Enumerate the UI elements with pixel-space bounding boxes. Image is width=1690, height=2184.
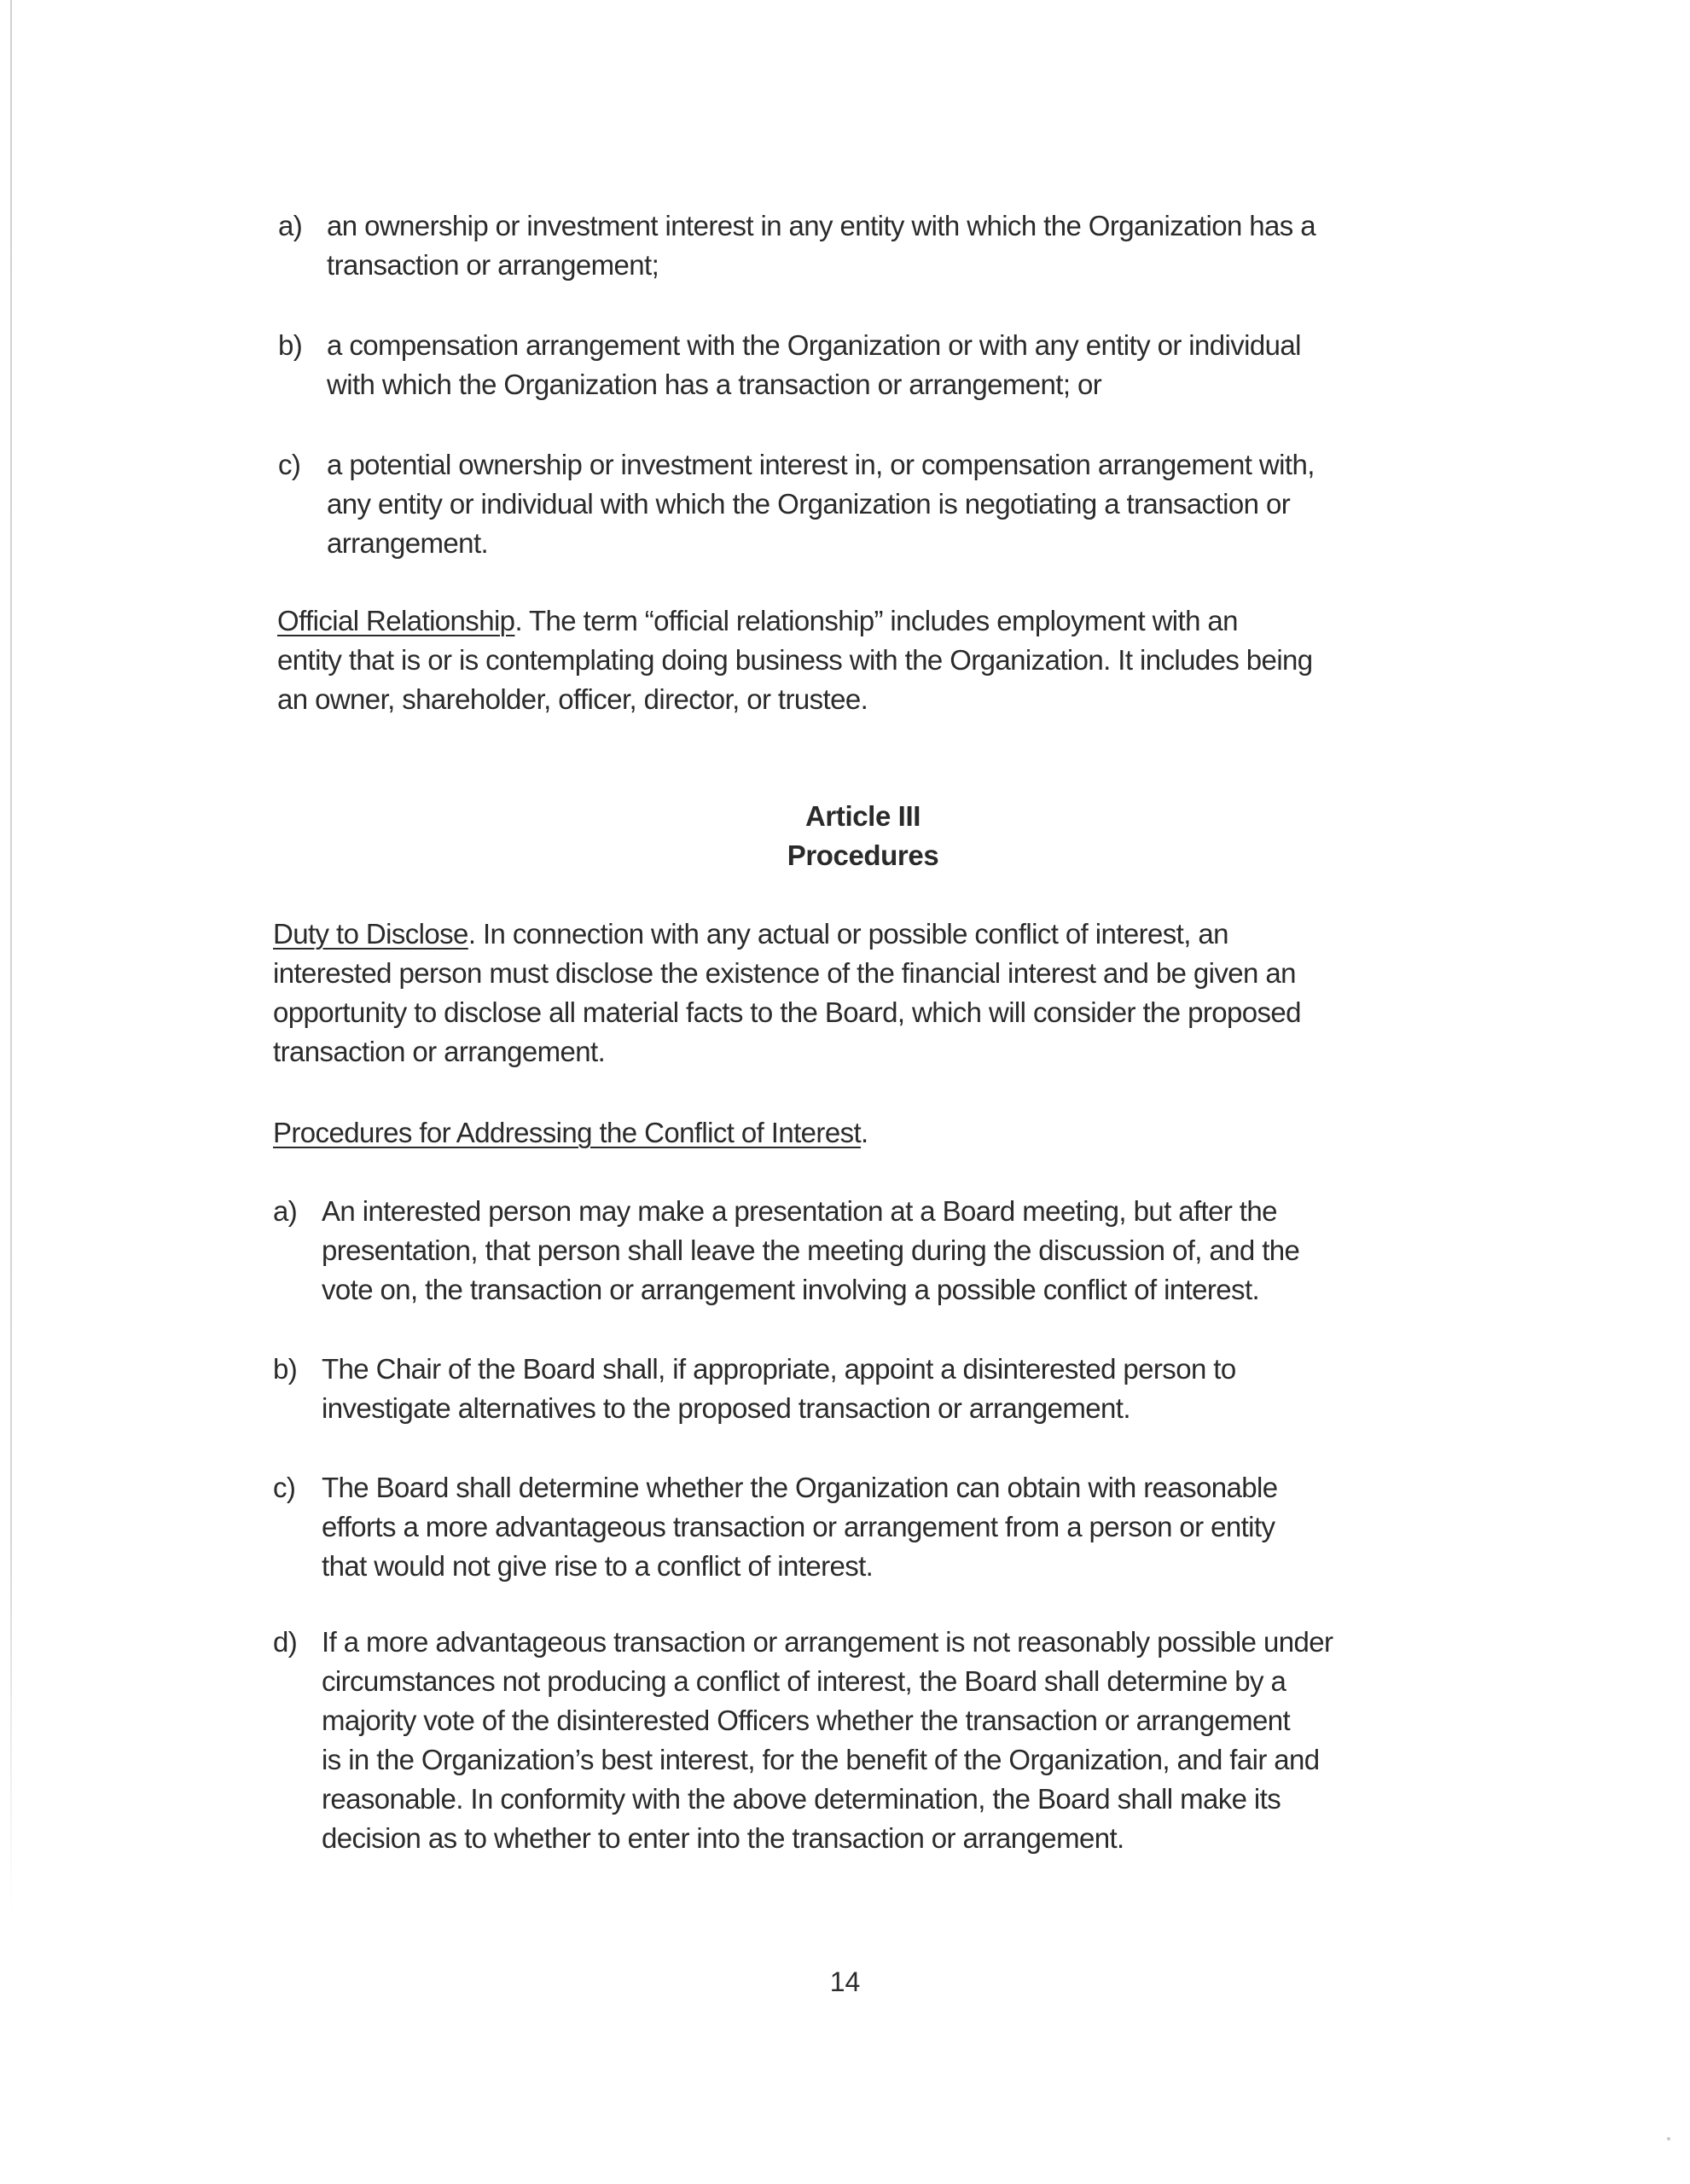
page-number: 14 <box>829 1966 861 1997</box>
duty-to-disclose-paragraph: Duty to Disclose. In connection with any actual or possible conflict of interest, an interested person must disclose the existence of the financial interest and be given an opportunity to disclose all material facts to the Board, which will consider the proposed transaction or arrangement. <box>273 918 1301 1067</box>
list-item-line: presentation, that person shall leave the meeting during the discussion of, and the <box>322 1234 1300 1266</box>
list-item-line: is in the Organization’s best interest, for the benefit of the Organization, and fair and <box>322 1744 1320 1775</box>
list-item-line: investigate alternatives to the proposed transaction or arrangement. <box>322 1392 1130 1424</box>
list-item-line: If a more advantageous transaction or arrangement is not reasonably possible under <box>322 1626 1333 1658</box>
official-relationship-term: Official Relationship <box>277 605 515 636</box>
list-marker: a) <box>273 1195 298 1227</box>
list-item-line: The Board shall determine whether the Organization can obtain with reasonable <box>322 1472 1278 1503</box>
list-item-line: The Chair of the Board shall, if appropriate, appoint a disinterested person to <box>322 1353 1236 1385</box>
procedures-subheading: Procedures for Addressing the Conflict of Interest. <box>273 1117 868 1148</box>
list-item-line: decision as to whether to enter into the transaction or arrangement. <box>322 1822 1124 1854</box>
list-item-line: a compensation arrangement with the Organization or with any entity or individual <box>327 329 1301 361</box>
list-item-line: vote on, the transaction or arrangement involving a possible conflict of interest. <box>322 1274 1260 1305</box>
list-item-line: majority vote of the disinterested Officers whether the transaction or arrangement <box>322 1705 1291 1736</box>
list-item-line: any entity or individual with which the Organization is negotiating a transaction or <box>327 488 1291 520</box>
scanned-page-edge <box>10 0 12 1920</box>
list-item-line: efforts a more advantageous transaction or arrangement from a person or entity <box>322 1511 1275 1542</box>
list-item-line: reasonable. In conformity with the above determination, the Board shall make its <box>322 1783 1281 1815</box>
list-item-line: that would not give rise to a conflict of interest. <box>322 1550 874 1582</box>
list-marker: b) <box>273 1353 298 1385</box>
duty-to-disclose-term: Duty to Disclose <box>273 918 468 950</box>
list-item-line: circumstances not producing a conflict of interest, the Board shall determine by a <box>322 1665 1286 1697</box>
list-item-line: An interested person may make a presentation at a Board meeting, but after the <box>322 1195 1277 1227</box>
list-marker: c) <box>273 1472 296 1503</box>
list-item-line: transaction or arrangement; <box>327 249 659 281</box>
list-item-line: a potential ownership or investment interest in, or compensation arrangement with, <box>327 449 1315 480</box>
list-marker: a) <box>278 210 303 241</box>
scan-artifact-dot <box>1667 2137 1670 2140</box>
list-item-line: with which the Organization has a transaction or arrangement; or <box>327 369 1102 400</box>
official-relationship-paragraph: Official Relationship. The term “official relationship” includes employment with an entity that is or is contemplating doing business with the Organization. It includes being an owner, shareholder, officer, director, or trustee. <box>277 605 1313 715</box>
list-marker: b) <box>278 329 303 361</box>
list-marker: c) <box>278 449 301 480</box>
list-marker: d) <box>273 1626 298 1658</box>
list-item-line: arrangement. <box>327 527 489 559</box>
procedures-subheading-term: Procedures for Addressing the Conflict of Interest <box>273 1117 862 1148</box>
list-item-line: an ownership or investment interest in any entity with which the Organization has a <box>327 210 1316 241</box>
article-title: Article III <box>805 800 920 832</box>
article-subtitle: Procedures <box>787 839 939 871</box>
